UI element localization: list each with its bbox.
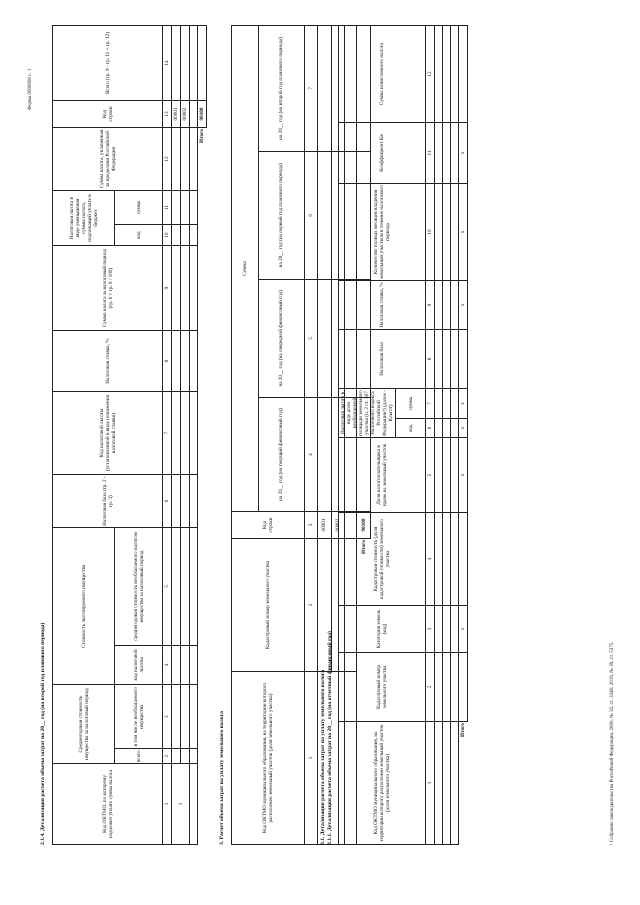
h-row-code: Код строки <box>53 101 163 128</box>
h-total: всего <box>115 749 163 764</box>
footnote: ¹ Собрание законодательства Российской Федерации, 2000, № 32, ст. 3340; 2019, № 39, ст. 5375. <box>610 641 615 845</box>
h-avg-group: Среднегодовая стоимость имущества за налоговый период <box>53 685 115 764</box>
s3-h-sum: Сумма <box>232 26 259 512</box>
h-sum: сумма <box>115 191 163 225</box>
s3-num-2: 2 <box>304 539 318 672</box>
s3-h-row: Код строки <box>232 512 305 539</box>
s31-num-7: 7 <box>426 389 435 419</box>
s3-row-code-1: 00001 <box>318 512 332 539</box>
section-3-title: 3. Расчет объема затрат на уплату земельного налога <box>219 711 225 845</box>
s3-num-1: 1 <box>304 672 318 845</box>
row-code-1: 00001 <box>172 101 181 128</box>
s31-h-cad-value: Кадастровая стоимость (доля кадастровой стоимости) земельного участка <box>339 513 426 606</box>
form-reference: Форма 0000000 с. 1 <box>28 68 33 110</box>
h-code-benefit: Код налоговой льготы (установленной в виде понижения налоговой ставки) <box>53 392 163 475</box>
h-paid-abroad: Сумма налога, уплаченная за пределами Российской Федерации <box>53 128 163 191</box>
s31-num-8: 8 <box>426 330 435 389</box>
num-9: 9 <box>163 246 172 331</box>
s31-total-label: Итого <box>460 723 467 737</box>
s31-num-12: 12 <box>426 26 435 123</box>
x-mark-10: x <box>459 184 468 281</box>
s3-num-4: 4 <box>304 398 318 512</box>
s31-h-sum: сумма <box>396 389 426 419</box>
section-31-title: 3.1. Детализация расчета объема затрат на уплату земельного налога <box>320 669 326 845</box>
num-8: 8 <box>163 331 172 392</box>
s3-h-cadastral: Кадастровый номер земельного участка <box>232 539 305 672</box>
s31-num-4: 4 <box>426 513 435 606</box>
h-value-group: Стоимость льготируемого имущества <box>53 528 115 685</box>
x-mark-5: x <box>459 438 468 513</box>
s3-row-code-2: 00002 <box>331 512 345 539</box>
s31-h-code: код <box>396 419 426 438</box>
table-311 <box>338 25 468 845</box>
h-base: Налоговая база (гр. 2 - гр. 3) <box>53 475 163 528</box>
num-12: 12 <box>163 128 172 191</box>
num-1: 1 <box>163 764 172 845</box>
num-4: 4 <box>163 645 172 685</box>
num-11: 11 <box>163 191 172 225</box>
s31-num-10: 10 <box>426 184 435 281</box>
num-2: 2 <box>163 749 172 764</box>
num-10: 10 <box>163 224 172 245</box>
num-7: 7 <box>163 392 172 475</box>
cell-oktmo-value: 1 <box>172 764 190 845</box>
num-6: 6 <box>163 475 172 528</box>
x-mark-6: x <box>459 419 468 438</box>
s3-num-7: 7 <box>304 26 318 152</box>
s31-h-base: Налоговая база <box>339 330 426 389</box>
num-14: 14 <box>163 26 172 101</box>
x-mark-9: x <box>459 281 468 330</box>
h-rate: Налоговая ставка, % <box>53 331 163 392</box>
h-all: Всего (гр. 9 - гр. 11 + гр. 12) <box>53 26 163 101</box>
h-avg-exempt: среднегодовая стоимость необлагаемого налогом имущества за налоговый период <box>115 528 163 645</box>
s3-h-y3: на 20__ год (на первый год планового периода) <box>259 152 304 280</box>
s31-num-2: 2 <box>426 653 435 722</box>
table-214 <box>52 25 207 845</box>
h-code: код <box>115 224 163 245</box>
s3-total-label: Итого <box>360 540 367 554</box>
s31-h-oktmo: Код ОКТМО муниципального образования, на территории которого расположен земельный участок (доля земельного участка) <box>339 722 426 845</box>
h-tax-sum: Сумма налога за налоговый период (гр. 6 × гр. 8 / 100) <box>53 246 163 331</box>
s31-num-11: 11 <box>426 123 435 184</box>
s31-h-cadastral: Кадастровый номер земельного участка <box>339 653 426 722</box>
s31-num-1: 1 <box>426 722 435 845</box>
x-mark-3: x <box>459 606 468 653</box>
s31-h-months: Количество полных месяцев владения земельным участком в течение налогового периода <box>339 184 426 281</box>
s3-h-y2: на 20__ год (на очередной финансовый год) <box>259 279 304 398</box>
x-mark-11: x <box>459 123 468 184</box>
s31-h-kv: Коэффициент Кв <box>339 123 426 184</box>
total-label: Итого <box>199 129 206 143</box>
s3-num-6: 6 <box>304 152 318 280</box>
h-oktmo: Код ОКТМО, по которому подлежит уплате сумма налога <box>53 764 163 845</box>
s31-h-rate: Налоговая ставка, % <box>339 281 426 330</box>
s31-num-3: 3 <box>426 606 435 653</box>
s3-h-oktmo: Код ОКТМО муниципального образования, на территории которого расположен земельный участок (доля земельного участка) <box>232 672 305 845</box>
s3-num-5: 5 <box>304 279 318 398</box>
s31-h-category: Категория земель (код) <box>339 606 426 653</box>
s31-h-share: Доля налогоплательщика в праве на земельный участок <box>339 438 426 513</box>
x-mark-7: x <box>459 389 468 419</box>
section-214-title: 2.1.4. Детализация расчета объема затрат на 20__ год (на второй год планового периода) <box>40 622 46 845</box>
total-code: 90100 <box>198 101 207 128</box>
s3-h-y4: на 20__ год (на второй год планового периода) <box>259 26 304 152</box>
s31-num-9: 9 <box>426 281 435 330</box>
num-5: 5 <box>163 528 172 645</box>
num-3: 3 <box>163 685 172 749</box>
s31-num-6: 6 <box>426 419 435 438</box>
s3-h-y1: на 20__ год (на текущий финансовый год) <box>259 398 304 512</box>
s31-h-benefit-group: Налоговая льгота в виде доли необлагаемой площади земельного участка (п. 2 ст. 387 Налогового кодекса Российской Федерации¹) (далее - Кльгот) <box>340 389 394 436</box>
h-benefit-group: Налоговая льгота в виде уменьшения суммы налога, подлежащей уплате в бюджет <box>53 191 115 246</box>
h-code-exempt: код налоговой льготы <box>115 645 163 685</box>
s31-num-5: 5 <box>426 438 435 513</box>
s3-total-code: 90100 <box>357 512 371 539</box>
num-13: 13 <box>163 101 172 128</box>
section-311-title: 3.1.1. Детализация расчета объема затрат на 20__ год (на отчетный финансовый год) <box>327 631 333 845</box>
s31-h-calc: Сумма исчисленного налога <box>339 26 426 123</box>
s3-num-3: 3 <box>304 512 318 539</box>
row-code-2: 00002 <box>181 101 190 128</box>
h-incl: в том числе необлагаемого имущества <box>115 685 163 749</box>
